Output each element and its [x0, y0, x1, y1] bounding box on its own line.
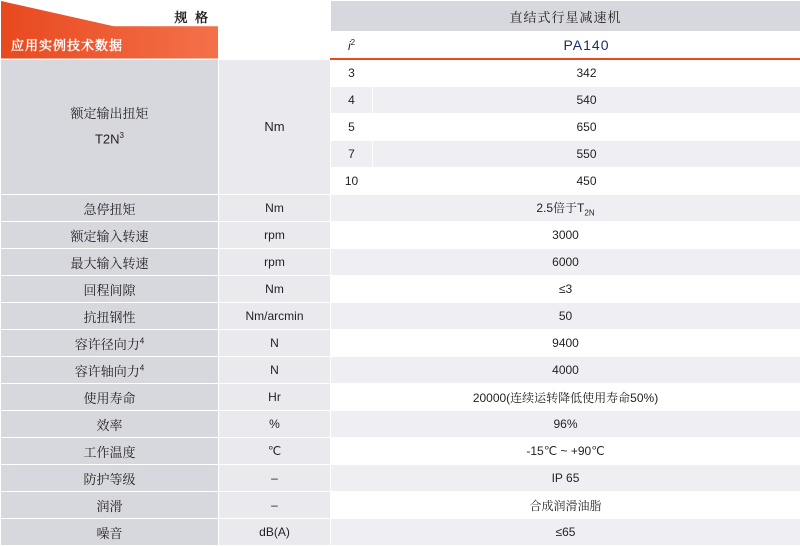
table-row [1, 222, 800, 249]
row-name: 噪音 [1, 519, 219, 546]
table-row [1, 357, 800, 384]
row-value: 96% [331, 411, 800, 438]
torque-value: 540 [373, 87, 800, 114]
row-value-text: 2.5倍于T [536, 201, 584, 215]
row-unit: rpm [219, 222, 331, 249]
row-value: ≤65 [331, 519, 800, 546]
row-value: 9400 [331, 330, 800, 357]
table-row [1, 465, 800, 492]
ratio-value: 5 [331, 114, 373, 141]
ratio-value: 10 [331, 168, 373, 195]
rated-torque-superscript: 3 [120, 131, 124, 140]
torque-value: 550 [373, 141, 800, 168]
torque-value: 450 [373, 168, 800, 195]
table-row [1, 384, 800, 411]
table-row [1, 303, 800, 330]
row-name: 急停扭矩 [1, 195, 219, 222]
row-name: 防护等级 [1, 465, 219, 492]
row-value: 6000 [331, 249, 800, 276]
row-value: 4000 [331, 357, 800, 384]
row-unit: – [219, 465, 331, 492]
table-row [1, 195, 800, 222]
row-name: 最大输入转速 [1, 249, 219, 276]
row-name: 润滑 [1, 492, 219, 519]
table-row [1, 411, 800, 438]
row-name: 效率 [1, 411, 219, 438]
table-row [1, 519, 800, 546]
ratio-value: 3 [331, 59, 373, 87]
row-unit: ℃ [219, 438, 331, 465]
row-value: 20000(连续运转降低使用寿命50%) [331, 384, 800, 411]
row-name-superscript: 4 [140, 336, 144, 345]
table-row [1, 249, 800, 276]
row-name: 额定输入转速 [1, 222, 219, 249]
row-unit: Nm [219, 276, 331, 303]
table-row [1, 330, 800, 357]
header-unit-blank [219, 1, 331, 60]
header-left-label: 应用实例技术数据 [11, 35, 123, 54]
table-row [1, 276, 800, 303]
row-value: ≤3 [331, 276, 800, 303]
row-value-subscript: 2N [584, 208, 594, 217]
torque-value: 342 [373, 59, 800, 87]
row-unit: Hr [219, 384, 331, 411]
model-name: PA140 [373, 32, 800, 60]
row-name-superscript: 4 [140, 363, 144, 372]
row-value: 3000 [331, 222, 800, 249]
table-row [1, 59, 800, 87]
torque-value: 650 [373, 114, 800, 141]
row-unit: % [219, 411, 331, 438]
row-unit: Nm [219, 195, 331, 222]
row-name-text: 容许轴向力 [75, 364, 140, 379]
row-name-rated-torque [1, 59, 219, 195]
row-value: -15℃ ~ +90℃ [331, 438, 800, 465]
row-name [1, 357, 219, 384]
table-row [1, 492, 800, 519]
row-name [1, 330, 219, 357]
row-unit: N [219, 330, 331, 357]
table-row [1, 438, 800, 465]
row-name: 工作温度 [1, 438, 219, 465]
row-name: 回程间隙 [1, 276, 219, 303]
row-unit: N [219, 357, 331, 384]
row-unit-rated-torque: Nm [219, 59, 331, 195]
row-value [331, 195, 800, 222]
row-unit: rpm [219, 249, 331, 276]
rated-torque-line2: T2N [95, 131, 120, 146]
row-value: 合成润滑油脂 [331, 492, 800, 519]
rated-torque-line1: 额定输出扭矩 [70, 106, 148, 121]
table-header-row [1, 1, 800, 32]
product-title: 直结式行星减速机 [331, 1, 800, 32]
row-unit: Nm/arcmin [219, 303, 331, 330]
row-unit: – [219, 492, 331, 519]
row-name: 使用寿命 [1, 384, 219, 411]
ratio-symbol-header [331, 32, 373, 60]
row-name: 抗扭钢性 [1, 303, 219, 330]
row-value: 50 [331, 303, 800, 330]
header-left-banner [1, 1, 219, 60]
ratio-symbol: i [348, 39, 351, 53]
ratio-symbol-superscript: 2 [351, 38, 355, 47]
row-unit: dB(A) [219, 519, 331, 546]
ratio-value: 7 [331, 141, 373, 168]
row-name-text: 容许径向力 [75, 337, 140, 352]
ratio-value: 4 [331, 87, 373, 114]
spec-label: 规 格 [174, 7, 210, 26]
row-value: IP 65 [331, 465, 800, 492]
